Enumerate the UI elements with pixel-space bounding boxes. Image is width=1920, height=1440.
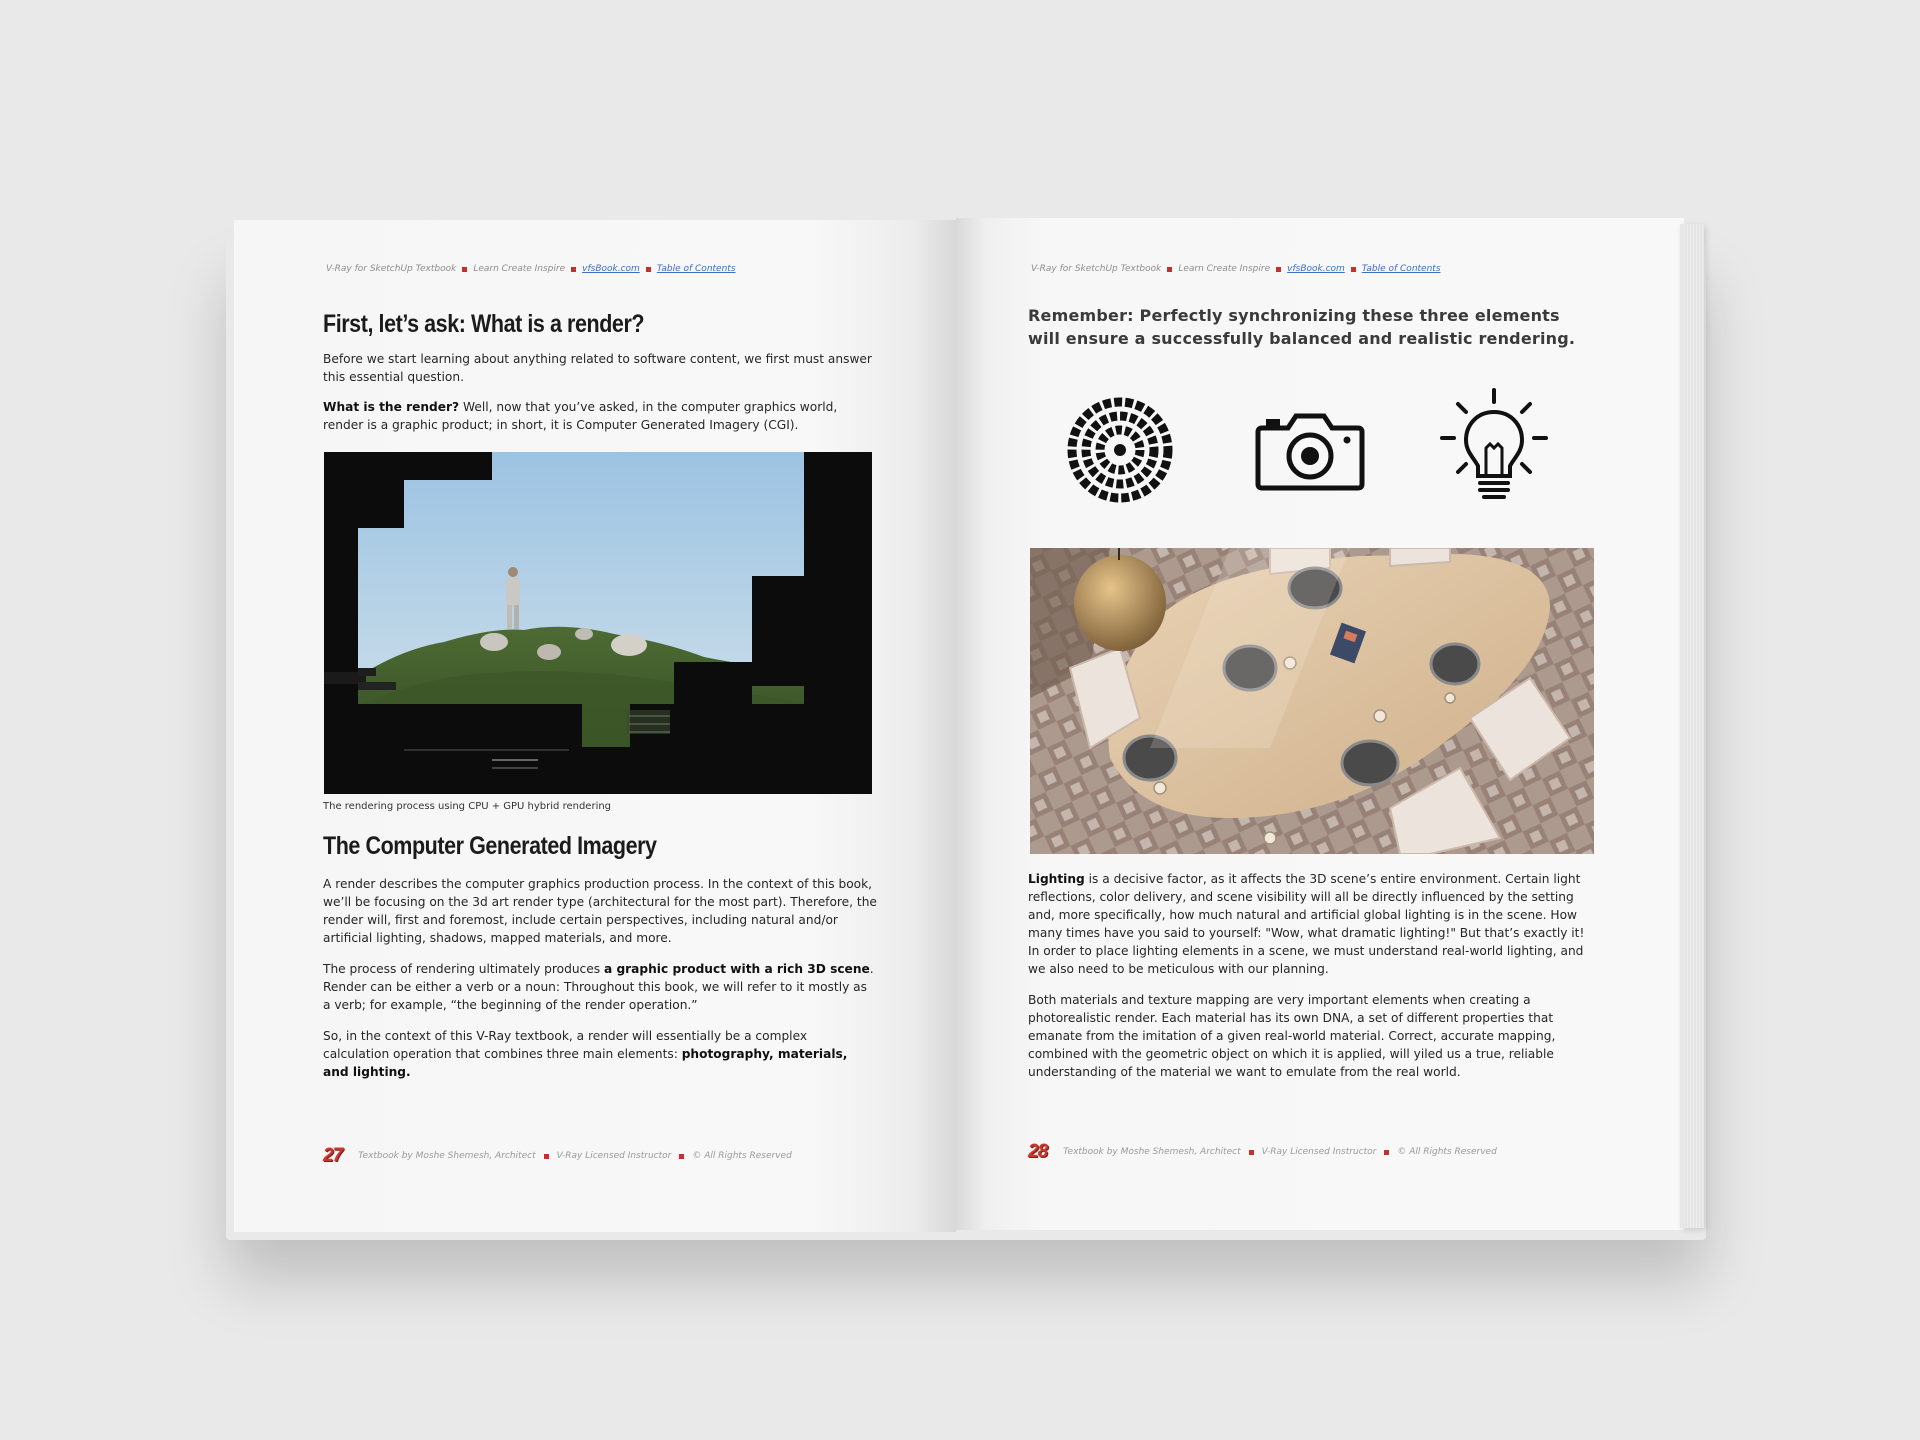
site-link[interactable]: vfsBook.com [1287,264,1345,274]
footer-separator [679,1154,684,1159]
footer-author: Textbook by Moshe Shemesh, Architect [1063,1147,1241,1157]
render-process-image [324,452,872,794]
process-text-start: The process of rendering ultimately produces [323,962,604,976]
footer-role: V-Ray Licensed Instructor [556,1151,672,1161]
intro-paragraph: Before we start learning about anything related to software content, we first must answer this essential question. [323,352,872,384]
toc-link[interactable]: Table of Contents [1361,264,1441,274]
elements-paragraph [323,1027,877,1081]
right-running-head [1031,264,1441,274]
camera-icon [1254,408,1366,494]
elements-text: So, in the context of this V-Ray textbook, a render will essentially be a complex calculation operation that combines three main elements: [323,1029,808,1061]
header-book-title: V-Ray for SketchUp Textbook [1031,264,1162,274]
process-paragraph [323,960,877,1014]
lightbulb-icon [1438,386,1550,510]
page-number: 27 [323,1145,343,1166]
footer-rights: © All Rights Reserved [1397,1147,1497,1157]
page-edges [1680,224,1704,1228]
footer-separator [1249,1150,1254,1155]
header-book-title: V-Ray for SketchUp Textbook [326,264,457,274]
footer-role: V-Ray Licensed Instructor [1261,1147,1377,1157]
heading-cgi: The Computer Generated Imagery [323,832,657,860]
dining-room-render [1030,548,1594,854]
left-running-head [326,264,736,274]
header-separator [646,267,651,272]
right-page [956,218,1684,1230]
process-text-rest: . Render can be either a verb or a noun: Throughout this book, we will refer to it mostly as a verb; for example, “the beginning of the render operation.” [323,962,874,1012]
image-caption: The rendering process using CPU + GPU hybrid rendering [323,801,612,812]
header-separator [1351,267,1356,272]
left-footer [323,1145,792,1167]
header-separator [571,267,576,272]
definition-bold: What is the render? [323,400,460,414]
right-footer [1028,1141,1497,1163]
heading-what-is-render: First, let’s ask: What is a render? [323,310,645,338]
remember-callout: Remember: Perfectly synchronizing these three elements will ensure a successfully balanced and realistic rendering. [1028,306,1576,348]
left-page [234,220,956,1232]
process-bold: a graphic product with a rich 3D scene [603,962,870,976]
elements-bold: photography, materials, and lighting. [323,1047,848,1079]
footer-separator [544,1154,549,1159]
header-motto: Learn Create Inspire [1178,264,1271,274]
footer-rights: © All Rights Reserved [692,1151,792,1161]
header-separator [1167,267,1172,272]
page-number: 28 [1028,1141,1048,1162]
definition-paragraph [323,398,875,434]
materials-icon [1066,396,1174,504]
header-motto: Learn Create Inspire [473,264,566,274]
footer-author: Textbook by Moshe Shemesh, Architect [358,1151,536,1161]
materials-paragraph: Both materials and texture mapping are very important elements when creating a photorealistic render. Each material has its own DNA, a set of different properties that emanate from the imitation of a given real-world material. Correct, accurate mapping, combined with the geometric object on which it is applied, will yiled us a true, reliable understanding of the material we want to emulate from the real world. [1028,993,1556,1079]
lighting-text: is a decisive factor, as it affects the 3D scene’s entire environment. Certain light reflections, color delivery, and scene visibility will all be directly influenced by the setting and, more specifically, how much natural and artificial global lighting is in the scene. How many times have you said to yourself: "Wow, what dramatic lighting!" But that’s exactly it! In order to place lighting elements in a scene, we must understand real-world lighting, and we also need to be meticulous with our planning. [1028,872,1585,976]
toc-link[interactable]: Table of Contents [656,264,736,274]
lighting-bold: Lighting [1028,872,1085,886]
site-link[interactable]: vfsBook.com [582,264,640,274]
header-separator [1276,267,1281,272]
footer-separator [1384,1150,1389,1155]
definition-text: Well, now that you’ve asked, in the computer graphics world, render is a graphic product; in short, it is Computer Generated Imagery (CGI). [323,400,838,432]
cgi-paragraph: A render describes the computer graphics production process. In the context of this book, we’ll be focusing on the 3d art render type (architectural for the most part). Therefore, the render will, first and foremost, include certain perspectives, including natural and/or artificial lighting, shadows, mapped materials, and more. [323,877,877,945]
lighting-paragraph [1028,870,1588,978]
header-separator [462,267,467,272]
